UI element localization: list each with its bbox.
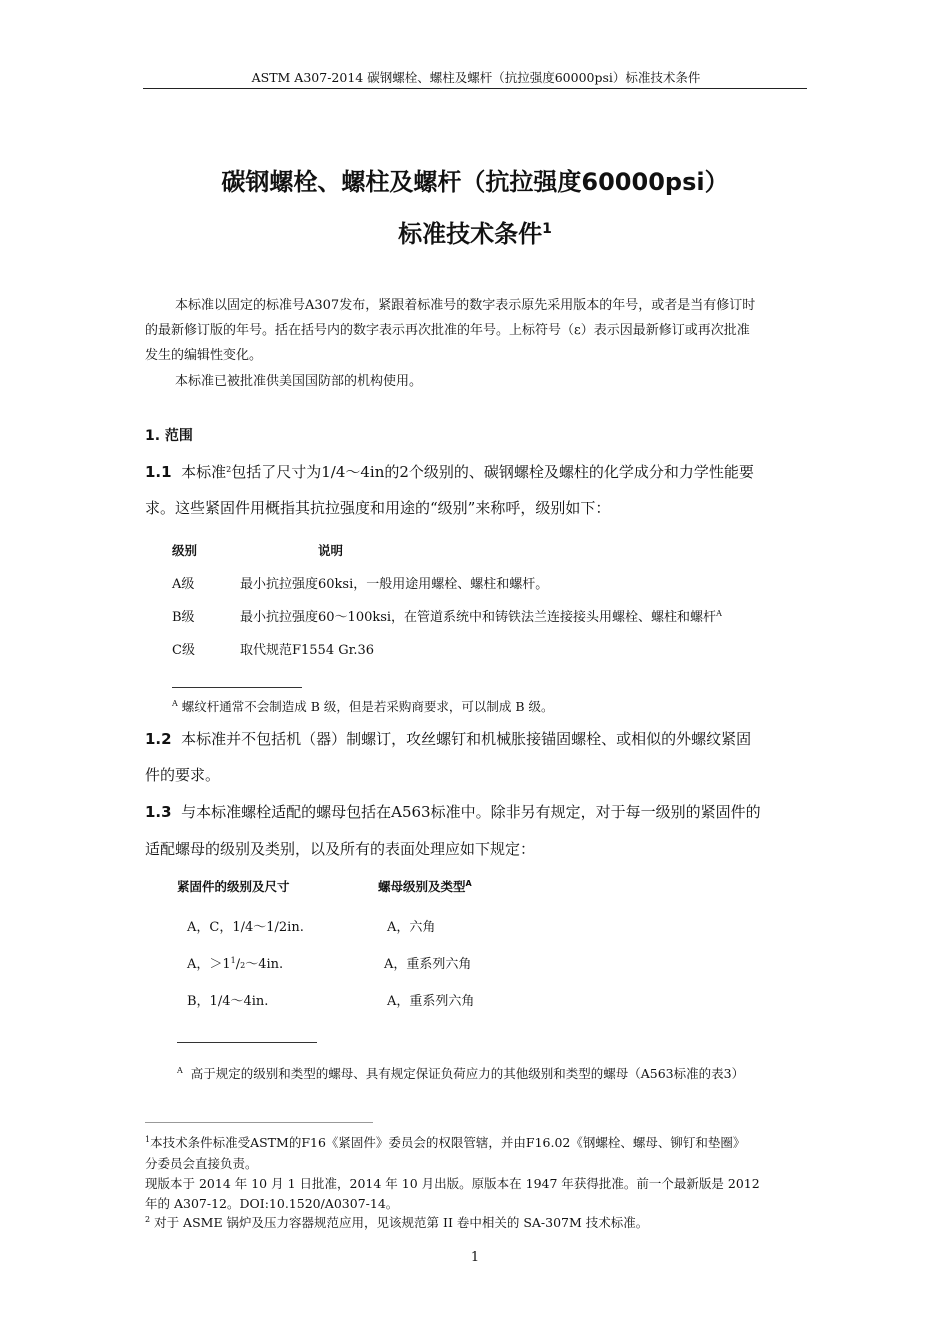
footnote-1-line3: 现版本于 2014 年 10 月 1 日批准，2014 年 10 月出版。原版本在 1947 年获得批准。前一个最新版是 2012 xyxy=(145,1176,760,1191)
footnote-1-line1 xyxy=(145,1133,745,1151)
grade-table-row-c-desc: 取代规范F1554 Gr.36 xyxy=(240,643,375,658)
footnote-2 xyxy=(145,1213,648,1231)
nut-table-row-2-fraction-numerator: 1 xyxy=(230,956,236,965)
para-1-1-post: 包括了尺寸为1/4～4in的2个级别的、碳钢螺栓及螺柱的化学成分和力学性能要 xyxy=(231,463,754,481)
para-1-2-text: 本标准并不包括机（器）制螺订，攻丝螺钉和机械胀接锚固螺栓、或相似的外螺纹紧固 xyxy=(181,730,752,748)
header-divider xyxy=(143,88,807,89)
nut-table-header-nut xyxy=(378,877,472,895)
para-1-3-text: 与本标准螺栓适配的螺母包括在A563标准中。除非另有规定，对于每一级别的紧固件的 xyxy=(181,803,761,821)
grade-table-row-b-text: 最小抗拉强度60～100ksi，在管道系统中和铸铁法兰连接接头用螺栓、螺柱和螺杆 xyxy=(240,610,717,625)
intro-line-2: 的最新修订版的年号。括在括号内的数字表示再次批准的年号。上标符号（ε）表示因最新修订或再次批准 xyxy=(145,323,750,338)
page-footnote-rule xyxy=(145,1122,373,1123)
nut-table-row-1-nut: A，六角 xyxy=(387,920,436,935)
nut-table-row-2-fraction-denominator: 2 xyxy=(240,961,246,970)
grade-table-row-b-footnote-mark: A xyxy=(716,609,722,618)
nut-table-row-1-fastener: A，C，1/4～1/2in. xyxy=(187,920,304,935)
para-1-3-number: 1.3 xyxy=(145,803,172,821)
document-title-text: 标准技术条件 xyxy=(398,220,543,248)
para-1-3-line2: 适配螺母的级别及类别，以及所有的表面处理应如下规定： xyxy=(145,840,536,858)
nut-table-header-footnote-mark: A xyxy=(465,879,472,888)
nut-table-footnote xyxy=(177,1064,744,1082)
para-1-3-line1 xyxy=(145,801,761,822)
para-1-1-number: 1.1 xyxy=(145,463,172,481)
footnote-1-mark: 1 xyxy=(145,1135,151,1144)
nut-table-header-fastener: 紧固件的级别及尺寸 xyxy=(177,879,290,894)
grade-table-footnote-mark: A xyxy=(172,699,178,708)
para-1-1-pre: 本标准 xyxy=(181,463,227,481)
footnote-1-line2: 分委员会直接负责。 xyxy=(145,1156,258,1171)
footnote-1-text: 本技术条件标准受ASTM的F16《紧固件》委员会的权限管辖，并由F16.02《钢螺栓、螺母、铆钉和垫圈》 xyxy=(150,1135,746,1150)
running-header: ASTM A307-2014 碳钢螺栓、螺柱及螺杆（抗拉强度60000psi）标准技术条件 xyxy=(251,70,701,85)
nut-table-row-2-fastener-post: ～4in. xyxy=(245,957,284,972)
grade-table-row-b-grade: B级 xyxy=(172,610,195,625)
nut-table-header-nut-text: 螺母级别及类型 xyxy=(378,879,466,894)
nut-table-row-2-fraction-slash: / xyxy=(235,957,241,972)
para-1-2-line2: 件的要求。 xyxy=(145,766,221,784)
grade-table-row-a-desc: 最小抗拉强度60ksi，一般用途用螺栓、螺柱和螺杆。 xyxy=(240,577,549,592)
footnote-2-text: 对于 ASME 锅炉及压力容器规范应用，见该规范第 II 卷中相关的 SA-307M 技术标准。 xyxy=(154,1215,649,1230)
grade-table-row-b-desc xyxy=(240,606,722,625)
page-number: 1 xyxy=(470,1250,480,1265)
para-1-1-line1 xyxy=(145,461,754,482)
nut-table-row-2-fastener xyxy=(187,953,283,972)
nut-table-row-2-fastener-pre: A，＞1 xyxy=(187,957,231,972)
section-heading-scope: 1. 范围 xyxy=(145,428,193,444)
nut-table-row-3-fastener: B，1/4～4in. xyxy=(187,994,269,1009)
document-title-line2 xyxy=(143,214,807,249)
grade-table-row-a-grade: A级 xyxy=(172,577,195,592)
footnote-1-line4: 年的 A307-12。DOI:10.1520/A0307-14。 xyxy=(145,1196,399,1211)
title-footnote-mark: 1 xyxy=(542,221,552,237)
para-1-1-footnote-mark: 2 xyxy=(226,465,232,474)
grade-table-row-c-grade: C级 xyxy=(172,643,195,658)
footnote-2-mark: 2 xyxy=(145,1215,151,1224)
para-1-2-number: 1.2 xyxy=(145,730,172,748)
nut-table-footnote-rule xyxy=(177,1042,317,1043)
grade-table-header-grade: 级别 xyxy=(172,543,198,558)
para-1-2-line1 xyxy=(145,728,751,749)
nut-table-row-3-nut: A，重系列六角 xyxy=(387,994,475,1009)
intro-line-3: 发生的编辑性变化。 xyxy=(145,348,263,363)
nut-table-row-2-nut: A，重系列六角 xyxy=(384,957,472,972)
grade-table-footnote-text: 螺纹杆通常不会制造成 B 级，但是若采购商要求，可以制成 B 级。 xyxy=(181,699,554,714)
document-title-line1: 碳钢螺栓、螺柱及螺杆（抗拉强度60000psi） xyxy=(221,168,729,196)
grade-table-footnote-rule xyxy=(172,687,302,688)
grade-table-header-desc: 说明 xyxy=(318,543,344,558)
nut-table-footnote-mark: A xyxy=(177,1066,183,1075)
intro-line-4: 本标准已被批准供美国国防部的机构使用。 xyxy=(175,374,423,389)
grade-table-footnote xyxy=(172,697,554,715)
intro-line-1: 本标准以固定的标准号A307发布，紧跟着标准号的数字表示原先采用版本的年号，或者是当有修订时 xyxy=(175,298,756,313)
nut-table-footnote-text: 高于规定的级别和类型的螺母、具有规定保证负荷应力的其他级别和类型的螺母（A563标准的表3） xyxy=(190,1066,745,1081)
para-1-1-line2: 求。这些紧固件用概指其抗拉强度和用途的“级别”来称呼，级别如下： xyxy=(145,499,611,517)
